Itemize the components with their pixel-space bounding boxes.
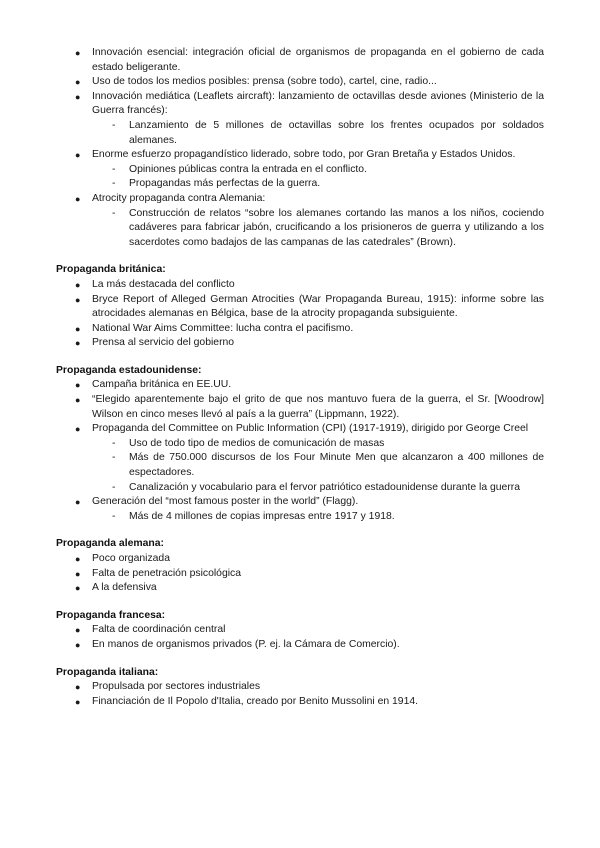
dash-marker: -: [112, 510, 116, 522]
list-item: ● Poco organizada: [0, 552, 600, 567]
list-item: ● Propaganda del Committee on Public Information (CPI) (1917-1919), dirigido por George Creel - Uso de todo tipo de medios de comunicación de masas - Más de 750.000 discursos de los Four Minute Men que alcanzaron a 400 millones de espectadores. - Canalización y vocabulario para el fervor patriótico estadounidense durante la guerra: [0, 422, 600, 495]
bullet-icon: ●: [75, 625, 81, 636]
list-item: ● A la defensiva: [0, 581, 600, 596]
intro-list: [0, 46, 600, 250]
bullet-icon: ●: [75, 568, 81, 579]
dash-marker: -: [112, 163, 116, 175]
bullet-icon: ●: [75, 696, 81, 707]
sub-list-item: - Lanzamiento de 5 millones de octavillas sobre los frentes ocupados por soldados alemanes.: [112, 119, 544, 146]
bullet-icon: ●: [75, 395, 81, 406]
bullet-icon: ●: [75, 497, 81, 508]
list-item: ● Falta de coordinación central: [0, 623, 600, 638]
bullet-icon: ●: [75, 150, 81, 161]
bullet-icon: ●: [75, 424, 81, 435]
alemana-list: [0, 552, 600, 596]
dash-marker: -: [112, 119, 116, 131]
list-item: ● Generación del “most famous poster in the world” (Flagg). - Más de 4 millones de copias impresas entre 1917 y 1918.: [0, 495, 600, 524]
spacer: [0, 351, 600, 364]
bullet-icon: ●: [75, 682, 81, 693]
list-item: ● Enorme esfuerzo propagandístico liderado, sobre todo, por Gran Bretaña y Estados Unidos. - Opiniones públicas contra la entrada en el conflicto. - Propagandas más perfectas de la guerra.: [0, 148, 600, 192]
spacer: [0, 524, 600, 537]
sub-list: [0, 163, 600, 192]
dash-marker: -: [112, 178, 116, 190]
list-item: ● Innovación esencial: integración oficial de organismos de propaganda en el gobierno de cada estado beligerante.: [75, 47, 544, 73]
britanica-list: [0, 278, 600, 351]
section-heading-alemana: Propaganda alemana:: [56, 538, 164, 550]
list-item: ● National War Aims Committee: lucha contra el pacifismo.: [0, 322, 600, 337]
sub-list-item: - Opiniones públicas contra la entrada en el conflicto.: [0, 163, 600, 178]
list-item: ● Campaña británica en EE.UU.: [0, 378, 600, 393]
bullet-icon: ●: [75, 193, 81, 204]
list-item: ● Innovación mediática (Leaflets aircraft): lanzamiento de octavillas desde aviones (Ministerio de la Guerra francés): - Lanzamiento de 5 millones de octavillas sobre los frentes ocupados por soldados alemanes.: [0, 90, 600, 148]
sub-list-item: - Más de 4 millones de copias impresas entre 1917 y 1918.: [0, 510, 600, 525]
section-heading-italiana: Propaganda italiana:: [56, 666, 159, 678]
bullet-icon: ●: [75, 323, 81, 334]
dash-marker: -: [112, 452, 116, 464]
section-heading-estadounidense: Propaganda estadounidense:: [56, 364, 202, 376]
list-item: ● Uso de todos los medios posibles: prensa (sobre todo), cartel, cine, radio...: [0, 75, 600, 90]
sub-list-item: - Propagandas más perfectas de la guerra.: [0, 177, 600, 192]
bullet-icon: ●: [75, 77, 81, 88]
bullet-icon: ●: [75, 554, 81, 564]
list-item: ● Prensa al servicio del gobierno: [0, 336, 600, 351]
bullet-icon: ●: [75, 338, 81, 349]
sub-list-item: - Uso de todo tipo de medios de comunicación de masas: [0, 437, 600, 452]
list-item: ● “Elegido aparentemente bajo el grito de que nos mantuvo fuera de la guerra, el Sr. [Woodrow] Wilson en cinco meses llevó al país a la guerra” (Lippmann, 1922).: [75, 394, 544, 420]
bullet-icon: ●: [75, 279, 81, 290]
bullet-icon: ●: [75, 639, 81, 650]
bullet-icon: ●: [75, 380, 81, 391]
list-item: ● La más destacada del conflicto: [0, 278, 600, 293]
sub-list: [0, 437, 600, 495]
list-item: ● Bryce Report of Alleged German Atrocities (War Propaganda Bureau, 1915): informe sobre las atrocidades alemanas en Bélgica, base de la atrocity propaganda subsiguiente.: [75, 293, 544, 320]
document-page: [0, 46, 600, 709]
spacer: [0, 653, 600, 666]
sub-list-item: - Construcción de relatos “sobre los alemanes cortando las manos a los niños, cociendo cadáveres para fabricar jabón, crucificando a los prisioneros de guerra y utilizando a los sacerdotes como badajos de las campanas de las catedrales” (Brown).: [112, 207, 544, 248]
sub-list-item: - Canalización y vocabulario para el fervor patriótico estadounidense durante la guerra: [0, 481, 600, 496]
section-heading-britanica: Propaganda británica:: [56, 264, 166, 276]
spacer: [0, 596, 600, 609]
list-item: ● En manos de organismos privados (P. ej. la Cámara de Comercio).: [0, 638, 600, 653]
bullet-icon: ●: [75, 583, 81, 594]
sub-list: [0, 119, 600, 148]
francesa-list: [0, 623, 600, 652]
list-item: ● Atrocity propaganda contra Alemania: - Construcción de relatos “sobre los alemanes cortando las manos a los niños, cociendo cadáveres para fabricar jabón, crucificando a los prisioneros de guerra y utilizando a los sacerdotes como badajos de las campanas de las catedrales” (Brown).: [0, 192, 600, 250]
italiana-list: [0, 680, 600, 709]
dash-marker: -: [112, 437, 116, 449]
estadounidense-list: [0, 378, 600, 524]
bullet-icon: ●: [75, 48, 81, 58]
bullet-icon: ●: [75, 91, 81, 102]
spacer: [0, 250, 600, 263]
list-item: ● Financiación de Il Popolo d'Italia, creado por Benito Mussolini en 1914.: [0, 695, 600, 710]
dash-marker: -: [112, 481, 116, 493]
list-item: ● Falta de penetración psicológica: [0, 567, 600, 582]
bullet-icon: ●: [75, 294, 81, 305]
list-item: ● Propulsada por sectores industriales: [0, 680, 600, 695]
sub-list: [0, 510, 600, 525]
sub-list-item: - Más de 750.000 discursos de los Four Minute Men que alcanzaron a 400 millones de espectadores.: [112, 452, 544, 479]
sub-list: [0, 207, 600, 251]
section-heading-francesa: Propaganda francesa:: [56, 609, 166, 621]
dash-marker: -: [112, 207, 116, 219]
